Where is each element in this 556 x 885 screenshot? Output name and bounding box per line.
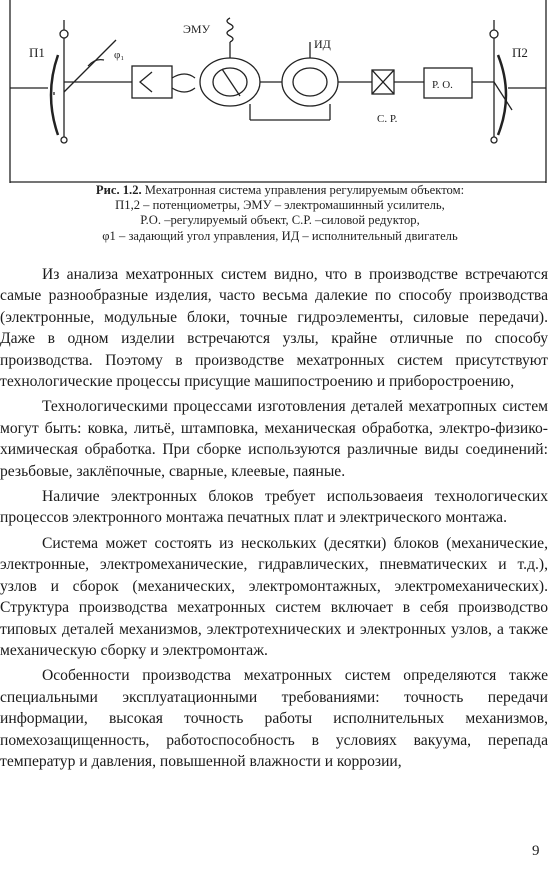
paragraph-4: Система может состоять из нескольких (десятки) блоков (механические, электронные, электромеханические, гидравлических, пневматических и т.д.), узлов и сборок (механических, электромонтажных, электромеханических). Структура производства мехатронных систем включает в себя производство типовых деталей механизмов, электротехнических и электронных узлов, а также механическую сборку и электромонтаж. <box>0 534 548 659</box>
comparator-box <box>132 66 172 98</box>
motor-id <box>282 58 338 106</box>
paragraph-1: Из анализа мехатронных систем видно, что в производстве встречаются самые разнообразные изделия, часто весьма далекие по способу производства (электронные, модульные блоки, точные гидроэлементы, силовые передачи). Даже в одном изделии встречаются узлы, крайне отличные по способу производства. Поэтому в производстве мехатронных систем присутствуют технологические процессы присущие машипостроению и приборостроению, <box>0 266 548 391</box>
emu-winding-icon <box>227 18 233 42</box>
label-sr: С. Р. <box>377 113 398 125</box>
body-text <box>0 264 548 776</box>
schematic-diagram <box>0 0 556 185</box>
label-p1: П1 <box>29 45 45 60</box>
caption-line-1: Рис. 1.2. Мехатронная система управления регулируемым объектом: <box>95 183 465 197</box>
page-number: 9 <box>532 843 540 859</box>
caption-line-3: Р.О. –регулируемый объект, С.Р. –силовой редуктор, <box>140 213 420 228</box>
label-ro: Р. О. <box>432 79 453 91</box>
caption-line-4: φ1 – задающий угол управления, ИД – исполнительный двигатель <box>102 228 458 243</box>
paragraph-3: Наличие электронных блоков требует использоваеия технологических процессов электронного монтажа печатных плат и электрического монтажа. <box>0 488 548 527</box>
figure-caption <box>40 183 520 244</box>
caption-label: Рис. 1.2. <box>95 183 142 197</box>
label-emu: ЭМУ <box>183 22 211 36</box>
mechatronic-system-figure <box>0 0 556 185</box>
paragraph-5: Особенности производства мехатронных систем определяются также специальными эксплуатационными требованиями: точность передачи информации, высокая точность работы исполнительных механизмов, помехозащищенность, работоспособность в условиях вакуума, перепада температур и давления, повышенной влажности и коррозии, <box>0 667 548 770</box>
label-id: ИД <box>314 37 331 51</box>
p1-arm <box>64 40 116 92</box>
label-p2: П2 <box>512 45 528 60</box>
label-phi1: φ₁ <box>114 49 125 61</box>
paragraph-2: Технологическими процессами изготовления деталей мехатропных систем могут быть: ковка, литьё, штамповка, механическая обработка, электро-физико-химическая обработка. При сборке используются различные виды соединений: резьбовые, заклёпочные, сварные, клеевые, паяные. <box>0 398 548 480</box>
caption-line-2: П1,2 – потенциометры, ЭМУ – электромашинный усилитель, <box>115 198 445 213</box>
